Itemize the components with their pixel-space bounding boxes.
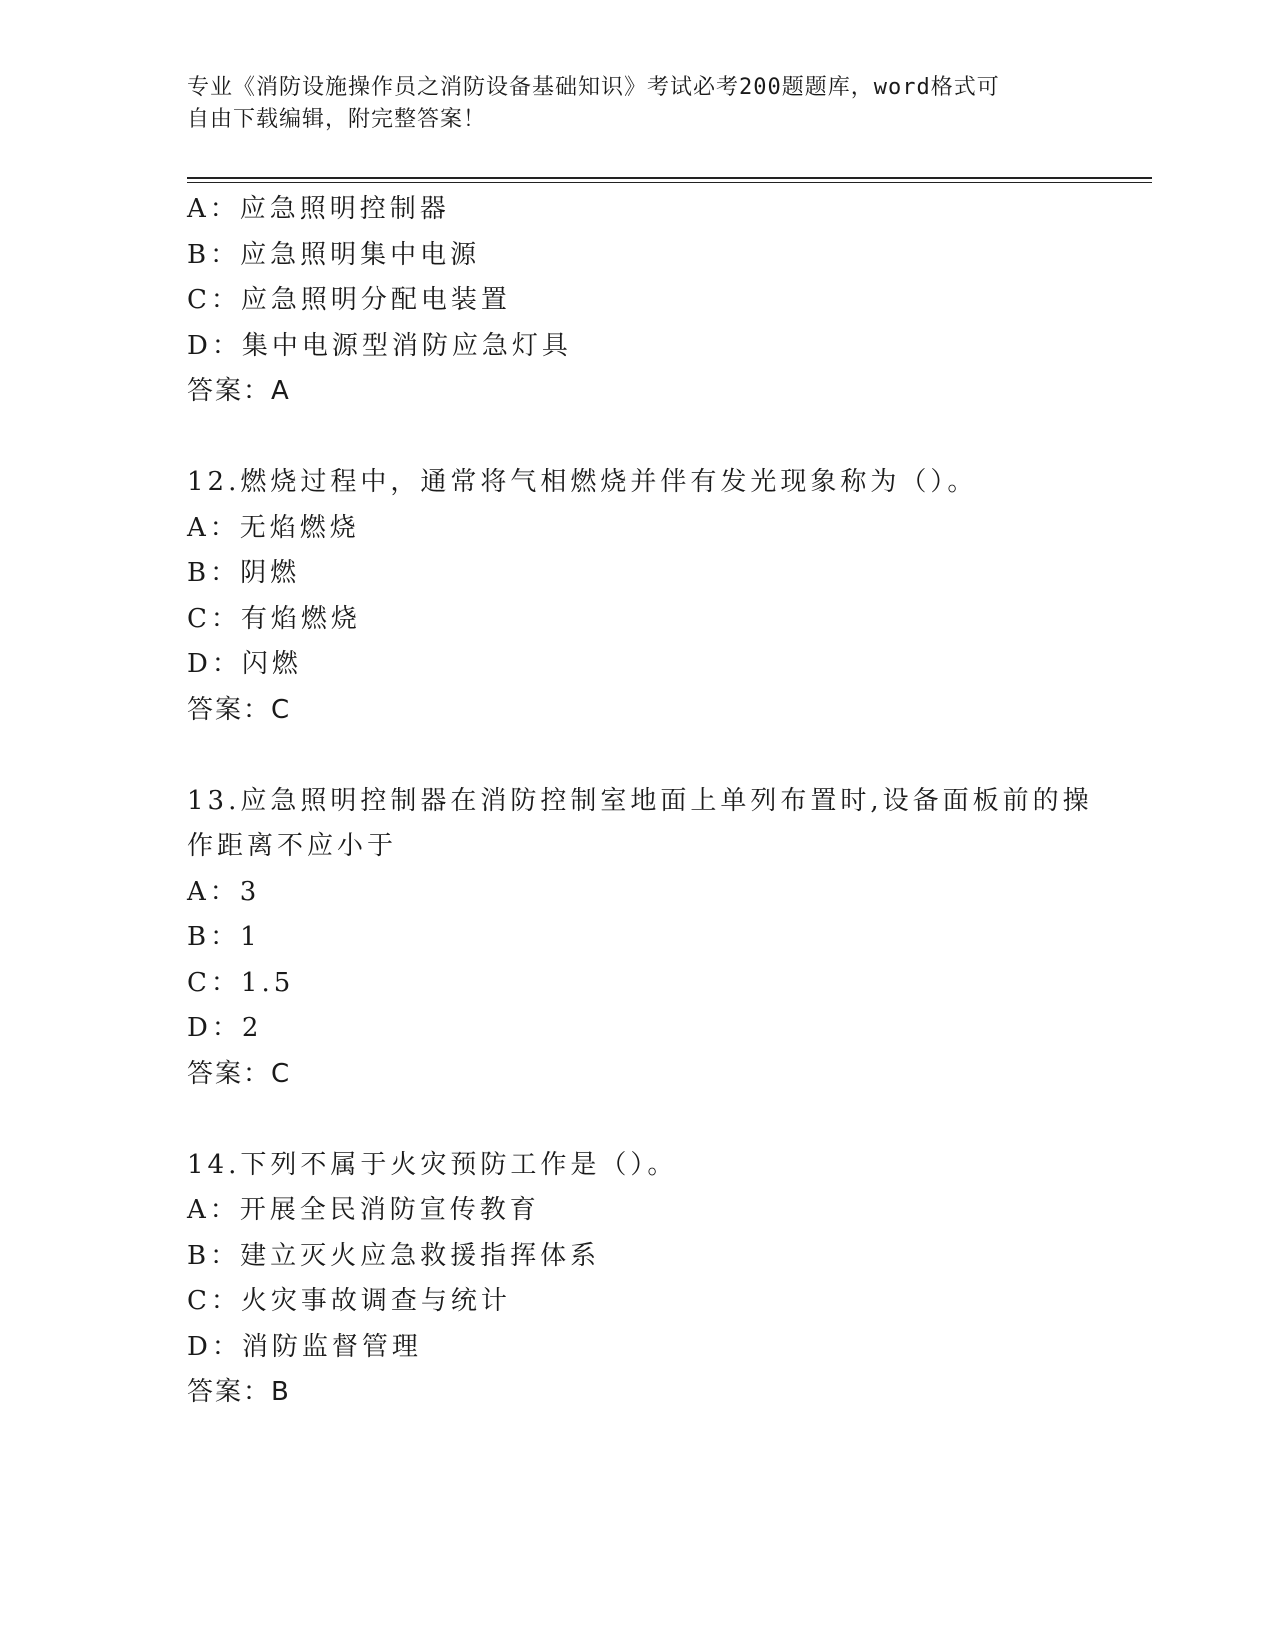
option-d — [187, 324, 1087, 370]
option-key: B： — [187, 1240, 241, 1271]
option-b — [187, 1234, 1087, 1280]
option-text: 应急照明集中电源 — [240, 239, 481, 270]
option-text: 开展全民消防宣传教育 — [239, 1195, 540, 1225]
option-b — [187, 233, 1087, 279]
document-header — [187, 72, 1067, 136]
option-d — [187, 642, 1087, 688]
option-text: 3 — [239, 876, 261, 907]
question-stem: 14.下列不属于火灾预防工作是（）。 — [187, 1149, 678, 1180]
option-d — [187, 1006, 1087, 1052]
option-key: C： — [187, 967, 241, 998]
option-c — [187, 597, 1087, 643]
option-a — [187, 1188, 1087, 1234]
option-c — [187, 961, 1087, 1007]
option-key: A： — [187, 876, 240, 907]
option-key: B： — [187, 239, 241, 270]
answer-line: 答案：C — [187, 1058, 292, 1089]
option-key: A： — [187, 194, 240, 224]
option-text: 集中电源型消防应急灯具 — [241, 330, 572, 361]
option-key: C： — [187, 285, 241, 315]
option-text: 闪燃 — [241, 649, 302, 679]
option-key: D： — [187, 330, 242, 361]
option-text: 建立灭火应急救援指挥体系 — [240, 1240, 601, 1271]
question-stem: 12.燃烧过程中，通常将气相燃烧并伴有发光现象称为（）。 — [187, 467, 978, 497]
header-divider-thin — [187, 182, 1152, 183]
option-key: D： — [187, 649, 242, 679]
header-line-2: 自由下载编辑，附完整答案！ — [187, 107, 487, 132]
option-text: 应急照明控制器 — [239, 194, 450, 224]
option-key: C： — [187, 603, 241, 634]
option-a — [187, 870, 1087, 916]
option-text: 应急照明分配电装置 — [240, 285, 511, 315]
option-key: C： — [187, 1286, 241, 1316]
option-b — [187, 915, 1087, 961]
question-stem-line-2: 作距离不应小于 — [187, 831, 398, 861]
option-text: 消防监督管理 — [241, 1331, 422, 1362]
option-key: D： — [187, 1331, 242, 1362]
option-text: 1 — [240, 922, 261, 952]
option-key: B： — [187, 558, 241, 588]
answer-line: 答案：C — [187, 694, 292, 725]
option-c — [187, 278, 1087, 324]
question-13-block — [187, 779, 1093, 1098]
question-14-block — [187, 1143, 1087, 1416]
option-key: B： — [187, 922, 241, 952]
spacer — [187, 733, 1087, 779]
option-text: 1.5 — [240, 967, 295, 998]
spacer — [187, 1097, 1087, 1143]
question-stem-line-1: 13.应急照明控制器在消防控制室地面上单列布置时,设备面板前的操 — [187, 785, 1093, 816]
option-key: A： — [187, 512, 240, 543]
option-d — [187, 1325, 1087, 1371]
answer-line: 答案：B — [187, 1377, 291, 1407]
option-b — [187, 551, 1087, 597]
option-a — [187, 506, 1087, 552]
option-text: 有焰燃烧 — [240, 603, 361, 634]
question-11-block — [187, 187, 1087, 415]
option-text: 阴燃 — [240, 558, 301, 588]
option-text: 2 — [241, 1013, 263, 1043]
option-key: A： — [187, 1195, 240, 1225]
header-divider-thick — [187, 177, 1152, 179]
spacer — [187, 415, 1087, 461]
option-text: 无焰燃烧 — [239, 512, 360, 543]
question-12-block — [187, 460, 1087, 733]
option-a — [187, 187, 1087, 233]
question-list — [187, 187, 1093, 1416]
answer-line: 答案：A — [187, 376, 291, 406]
option-key: D： — [187, 1013, 242, 1043]
option-c — [187, 1279, 1087, 1325]
header-line-1: 专业《消防设施操作员之消防设备基础知识》考试必考200题题库，word格式可 — [187, 75, 1000, 100]
option-text: 火灾事故调查与统计 — [240, 1286, 511, 1316]
